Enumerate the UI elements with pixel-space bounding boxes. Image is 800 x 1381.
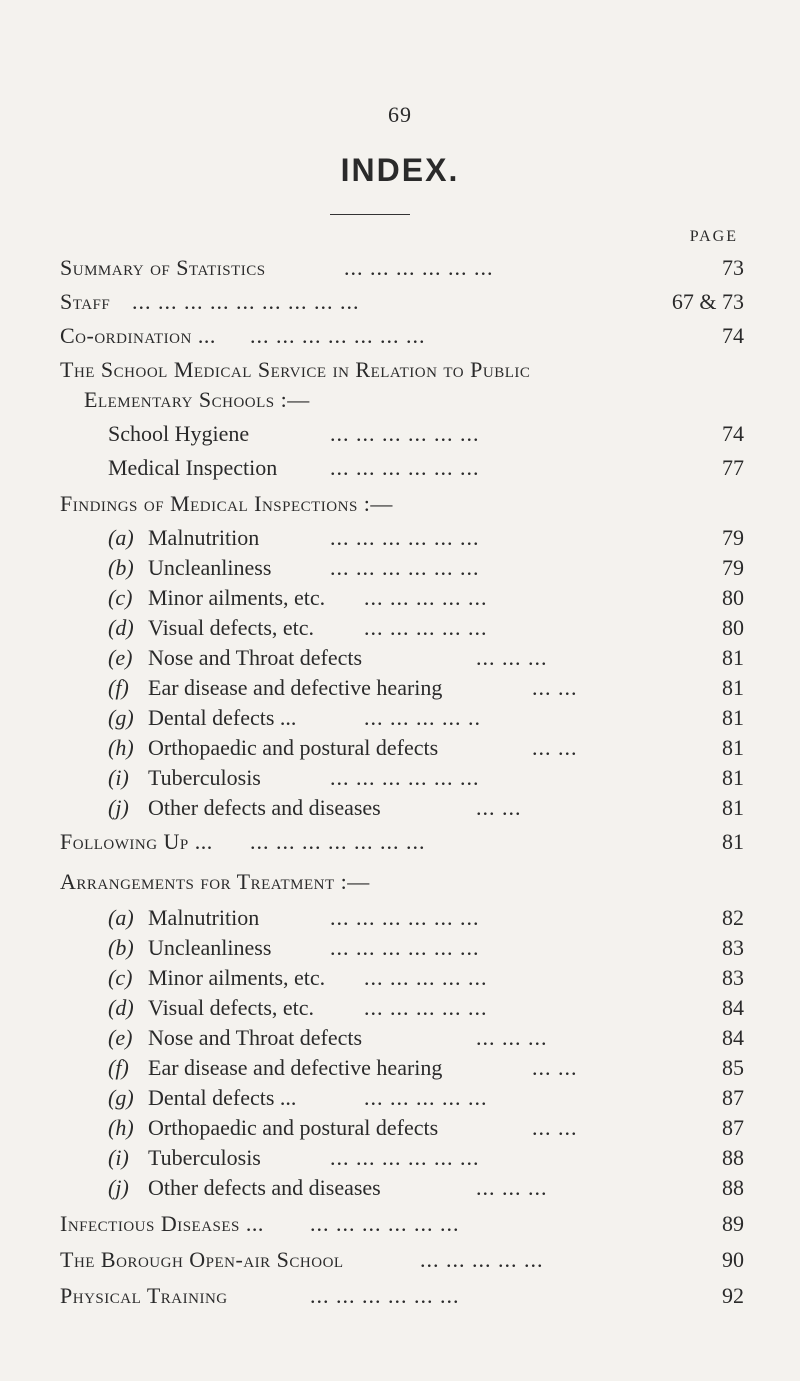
index-page: 81: [722, 705, 744, 730]
index-row: [0, 522, 800, 554]
index-row: [0, 1022, 800, 1054]
leader-dots: ... ... ... ... ... ...: [330, 765, 480, 790]
leader-dots: ... ... ...: [476, 1175, 548, 1200]
leader-dots: ... ...: [532, 675, 578, 700]
index-letter: (c): [108, 965, 133, 990]
index-page: 84: [722, 1025, 744, 1050]
index-letter: (i): [108, 1145, 129, 1170]
leader-dots: ... ... ... ... ...: [364, 1085, 488, 1110]
index-page: 81: [722, 795, 744, 820]
index-letter: (f): [108, 1055, 129, 1080]
index-row: [0, 1112, 800, 1144]
index-label: Visual defects, etc.: [148, 995, 315, 1020]
index-label: Summary of Statistics: [60, 255, 266, 280]
index-row: [0, 1280, 800, 1312]
index-row: [0, 582, 800, 614]
index-label: Elementary Schools :—: [84, 387, 310, 412]
index-page: 79: [722, 525, 744, 550]
index-page: 77: [722, 455, 744, 480]
index-row: [0, 732, 800, 764]
index-heading: [0, 354, 800, 386]
index-row: [0, 902, 800, 934]
leader-dots: ... ... ... ... ... ...: [330, 555, 480, 580]
leader-dots: ... ... ... ... ...: [364, 995, 488, 1020]
index-page: 81: [722, 675, 744, 700]
leader-dots: ... ... ... ... ... ...: [330, 455, 480, 480]
index-letter: (a): [108, 905, 134, 930]
index-letter: (d): [108, 615, 134, 640]
leader-dots: ... ... ... ... ... ...: [310, 1211, 460, 1236]
index-page: 83: [722, 935, 744, 960]
index-page: 84: [722, 995, 744, 1020]
index-page: 87: [722, 1085, 744, 1110]
index-label: Following Up ...: [60, 829, 213, 854]
index-letter: (i): [108, 765, 129, 790]
index-label: Physical Training: [60, 1283, 228, 1308]
index-row: [0, 1172, 800, 1204]
index-page: 81: [722, 829, 744, 854]
index-page: 73: [722, 255, 744, 280]
index-label: Uncleanliness: [148, 935, 272, 960]
index-heading: [0, 866, 800, 898]
index-page: 80: [722, 585, 744, 610]
index-row: [0, 826, 800, 858]
index-label: Nose and Throat defects: [148, 1025, 363, 1050]
leader-dots: ... ... ... ... ...: [364, 965, 488, 990]
leader-dots: ... ... ... ... ... ...: [310, 1283, 460, 1308]
index-label: Dental defects ...: [148, 1085, 297, 1110]
leader-dots: ... ... ...: [476, 645, 548, 670]
index-row: [0, 252, 800, 284]
leader-dots: ... ...: [476, 795, 522, 820]
index-letter: (a): [108, 525, 134, 550]
leader-dots: ... ... ... ... ... ...: [330, 935, 480, 960]
index-page: 80: [722, 615, 744, 640]
leader-dots: ... ... ... ... ... ...: [330, 1145, 480, 1170]
index-page: 67 & 73: [671, 289, 744, 314]
index-letter: (f): [108, 675, 129, 700]
index-row: [0, 992, 800, 1024]
index-letter: (h): [108, 735, 134, 760]
leader-dots: ... ... ... ... ...: [364, 585, 488, 610]
index-label: Nose and Throat defects: [148, 645, 363, 670]
index-letter: (b): [108, 555, 134, 580]
index-page: 85: [722, 1055, 744, 1080]
leader-dots: ... ... ... ... ... ...: [330, 905, 480, 930]
index-row: [0, 286, 800, 318]
index-label: Medical Inspection: [108, 455, 278, 480]
index-row: [0, 418, 800, 450]
index-row: [0, 962, 800, 994]
index-label: Orthopaedic and postural defects: [148, 735, 439, 760]
leader-dots: ... ...: [532, 1055, 578, 1080]
index-label: Other defects and diseases: [148, 795, 381, 820]
index-letter: (d): [108, 995, 134, 1020]
index-row: [0, 932, 800, 964]
leader-dots: ... ... ... ... ... ... ... ... ...: [132, 289, 360, 314]
index-letter: (e): [108, 1025, 133, 1050]
index-page: 81: [722, 645, 744, 670]
index-label: Arrangements for Treatment :—: [60, 869, 370, 894]
index-label: Malnutrition: [148, 525, 260, 550]
index-label: School Hygiene: [108, 421, 250, 446]
index-label: Tuberculosis: [148, 1145, 261, 1170]
index-label: Ear disease and defective hearing: [148, 675, 443, 700]
index-label: Infectious Diseases ...: [60, 1211, 264, 1236]
leader-dots: ... ... ... ... ..: [364, 705, 481, 730]
index-label: Malnutrition: [148, 905, 260, 930]
index-label: Uncleanliness: [148, 555, 272, 580]
index-row: [0, 702, 800, 734]
index-label: Staff: [60, 289, 111, 314]
leader-dots: ... ... ... ... ... ... ...: [250, 323, 426, 348]
index-label: Visual defects, etc.: [148, 615, 315, 640]
index-page: 87: [722, 1115, 744, 1140]
index-heading: [0, 488, 800, 520]
index-label: Minor ailments, etc.: [148, 965, 326, 990]
title-rule: [330, 214, 410, 215]
index-label: Ear disease and defective hearing: [148, 1055, 443, 1080]
index-page: 82: [722, 905, 744, 930]
index-page: 88: [722, 1175, 744, 1200]
index-row: [0, 320, 800, 352]
index-letter: (g): [108, 1085, 134, 1110]
page-number: 69: [388, 102, 412, 127]
index-label: Other defects and diseases: [148, 1175, 381, 1200]
index-label: Orthopaedic and postural defects: [148, 1115, 439, 1140]
index-letter: (b): [108, 935, 134, 960]
index-row: [0, 762, 800, 794]
leader-dots: ... ... ... ... ...: [364, 615, 488, 640]
index-letter: (h): [108, 1115, 134, 1140]
index-row: [0, 612, 800, 644]
index-page: 89: [722, 1211, 744, 1236]
index-page: 88: [722, 1145, 744, 1170]
index-page: 92: [722, 1283, 744, 1308]
index-label: The Borough Open-air School: [60, 1247, 344, 1272]
index-letter: (c): [108, 585, 133, 610]
index-page: 74: [722, 323, 744, 348]
leader-dots: ... ... ...: [476, 1025, 548, 1050]
index-label: Tuberculosis: [148, 765, 261, 790]
index-letter: (j): [108, 1175, 129, 1200]
index-row: [0, 1142, 800, 1174]
index-letter: (g): [108, 705, 134, 730]
index-row: [0, 642, 800, 674]
index-page: 90: [722, 1247, 744, 1272]
index-row: [0, 1082, 800, 1114]
page-title: INDEX.: [340, 152, 460, 188]
column-header-page: PAGE: [689, 228, 738, 245]
index-letter: (e): [108, 645, 133, 670]
index-row: [0, 552, 800, 584]
index-row: [0, 792, 800, 824]
index-row: [0, 672, 800, 704]
index-row: [0, 1244, 800, 1276]
index-letter: (j): [108, 795, 129, 820]
index-page: 74: [722, 421, 744, 446]
index-row: [0, 452, 800, 484]
index-page: 81: [722, 735, 744, 760]
leader-dots: ... ... ... ... ... ...: [330, 421, 480, 446]
leader-dots: ... ...: [532, 735, 578, 760]
index-label: Dental defects ...: [148, 705, 297, 730]
index-page: 83: [722, 965, 744, 990]
index-row: [0, 1208, 800, 1240]
leader-dots: ... ...: [532, 1115, 578, 1140]
leader-dots: ... ... ... ... ... ... ...: [250, 829, 426, 854]
leader-dots: ... ... ... ... ... ...: [330, 525, 480, 550]
leader-dots: ... ... ... ... ... ...: [344, 255, 494, 280]
index-label: Minor ailments, etc.: [148, 585, 326, 610]
index-page: 81: [722, 765, 744, 790]
leader-dots: ... ... ... ... ...: [420, 1247, 544, 1272]
index-heading: [0, 384, 800, 416]
index-page: 79: [722, 555, 744, 580]
index-row: [0, 1052, 800, 1084]
index-label: The School Medical Service in Relation to Public: [60, 357, 531, 382]
index-label: Findings of Medical Inspections :—: [60, 491, 393, 516]
index-label: Co-ordination ...: [60, 323, 216, 348]
